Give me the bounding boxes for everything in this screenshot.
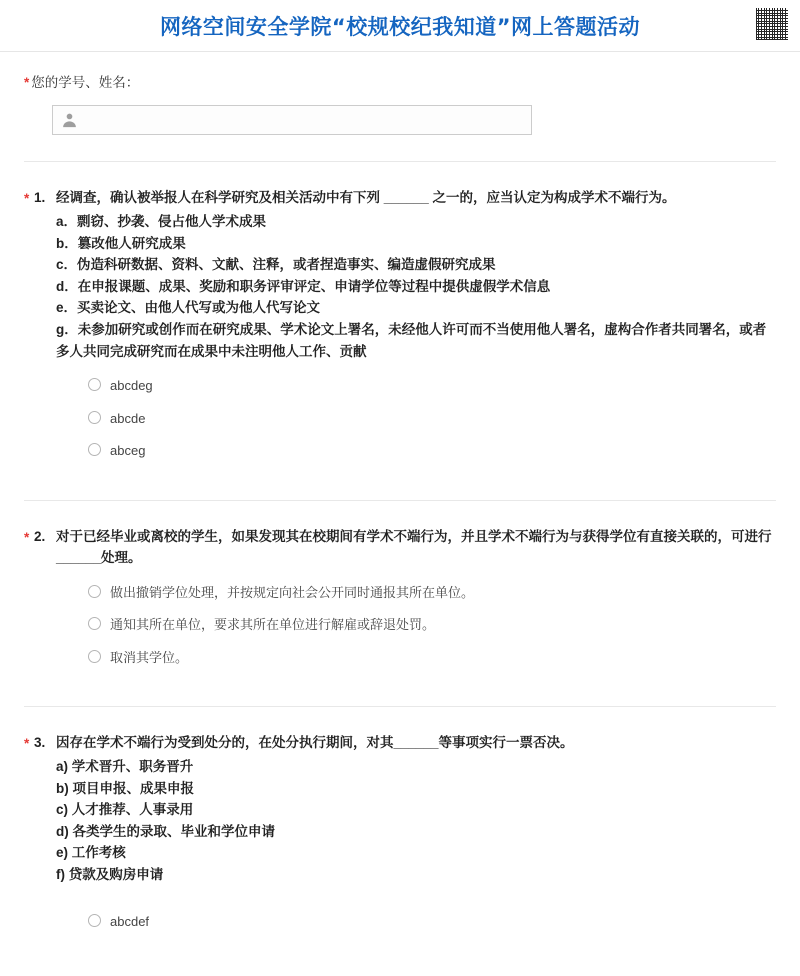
bottom-spacer [24,962,776,976]
question-3-options [88,912,776,932]
question-3-sub-b: b) 项目申报、成果申报 [56,780,194,796]
option-row[interactable] [88,409,776,429]
question-1-container [0,162,800,492]
required-star: * [24,736,30,752]
question-2-head [24,527,776,680]
name-field-label-text: 您的学号、姓名： [31,75,140,91]
question-3-sub-e: e) 工作考核 [56,845,126,861]
name-input-wrap [52,105,532,135]
question-1-number: 1. [34,190,46,206]
question-1-title: 经调查，确认被举报人在科学研究及相关活动中有下列 ______ 之一的，应当认定为构成学术不端行为。 [56,190,676,206]
option-label: abcdeg [110,378,153,394]
question-3-sub-c: c) 人才推荐、人事录用 [56,802,194,818]
radio-icon[interactable] [88,411,101,424]
radio-icon[interactable] [88,585,101,598]
question-3-body [56,733,776,944]
radio-icon[interactable] [88,650,101,663]
survey-content [0,52,800,153]
question-2-number: 2. [34,528,46,544]
option-label: abcdef [110,913,150,929]
required-star: * [24,529,30,545]
question-1-head [24,188,776,474]
qr-code-icon [756,8,788,40]
question-1-sub-b: b．篡改他人研究成果 [56,235,186,251]
question-3-number: 3. [34,735,46,751]
required-star: * [24,191,30,207]
radio-icon[interactable] [88,914,101,927]
question-1-sub-e: e．买卖论文、由他人代写或为他人代写论文 [56,300,321,316]
question-2-body [56,527,776,680]
question-item [24,162,776,492]
question-1-options [88,376,776,461]
radio-icon[interactable] [88,443,101,456]
option-row[interactable] [88,648,776,668]
question-3-container [0,707,800,976]
question-1-sub-g: g．未参加研究或创作而在研究成果、学术论文上署名，未经他人许可而不当使用他人署名，虚构合作者共同署名，或者多人共同完成研究而在成果中未注明他人工作、贡献 [56,322,767,359]
option-row[interactable] [88,376,776,396]
question-3-title: 因存在学术不端行为受到处分的，在处分执行期间，对其______等事项实行一票否决。 [56,735,574,751]
question-item [24,501,776,698]
option-row[interactable] [88,583,776,603]
question-1-sub-c: c．伪造科研数据、资料、文献、注释，或者捏造事实、编造虚假研究成果 [56,257,496,273]
question-3-sub-d: d) 各类学生的录取、毕业和学位申请 [56,823,275,839]
page-header [0,0,800,52]
option-label: 取消其学位。 [110,649,189,665]
question-1-sub-a: a．剽窃、抄袭、侵占他人学术成果 [56,214,267,230]
page-title: 网络空间安全学院“校规校纪我知道”网上答题活动 [159,15,641,39]
option-row[interactable] [88,912,776,932]
question-3-sub-f: f) 贷款及购房申请 [56,867,164,882]
question-item [24,707,776,962]
option-label: abcde [110,410,146,426]
question-1-sublist [56,211,776,362]
option-row[interactable] [88,441,776,461]
option-row[interactable] [88,615,776,635]
question-3-head [24,733,776,944]
question-2-title: 对于已经毕业或离校的学生，如果发现其在校期间有学术不端行为，并且学术不端行为与获得学位有直接关联的，可进行______处理。 [56,528,772,565]
required-star: * [24,75,30,91]
option-label: 做出撤销学位处理，并按规定向社会公开同时通报其所在单位。 [110,584,475,600]
question-1-sub-d: d．在申报课题、成果、奖励和职务评审评定、申请学位等过程中提供虚假学术信息 [56,278,551,294]
question-1-body [56,188,776,474]
question-2-container [0,501,800,698]
question-2-options [88,583,776,668]
name-input[interactable] [52,105,532,135]
radio-icon[interactable] [88,378,101,391]
name-field-block [24,52,776,153]
radio-icon[interactable] [88,617,101,630]
question-3-sublist [56,756,776,886]
option-label: abceg [110,443,146,459]
question-3-sub-a: a) 学术晋升、职务晋升 [56,759,194,775]
option-label: 通知其所在单位，要求其所在单位进行解雇或辞退处罚。 [110,617,436,633]
name-field-label [24,74,776,93]
